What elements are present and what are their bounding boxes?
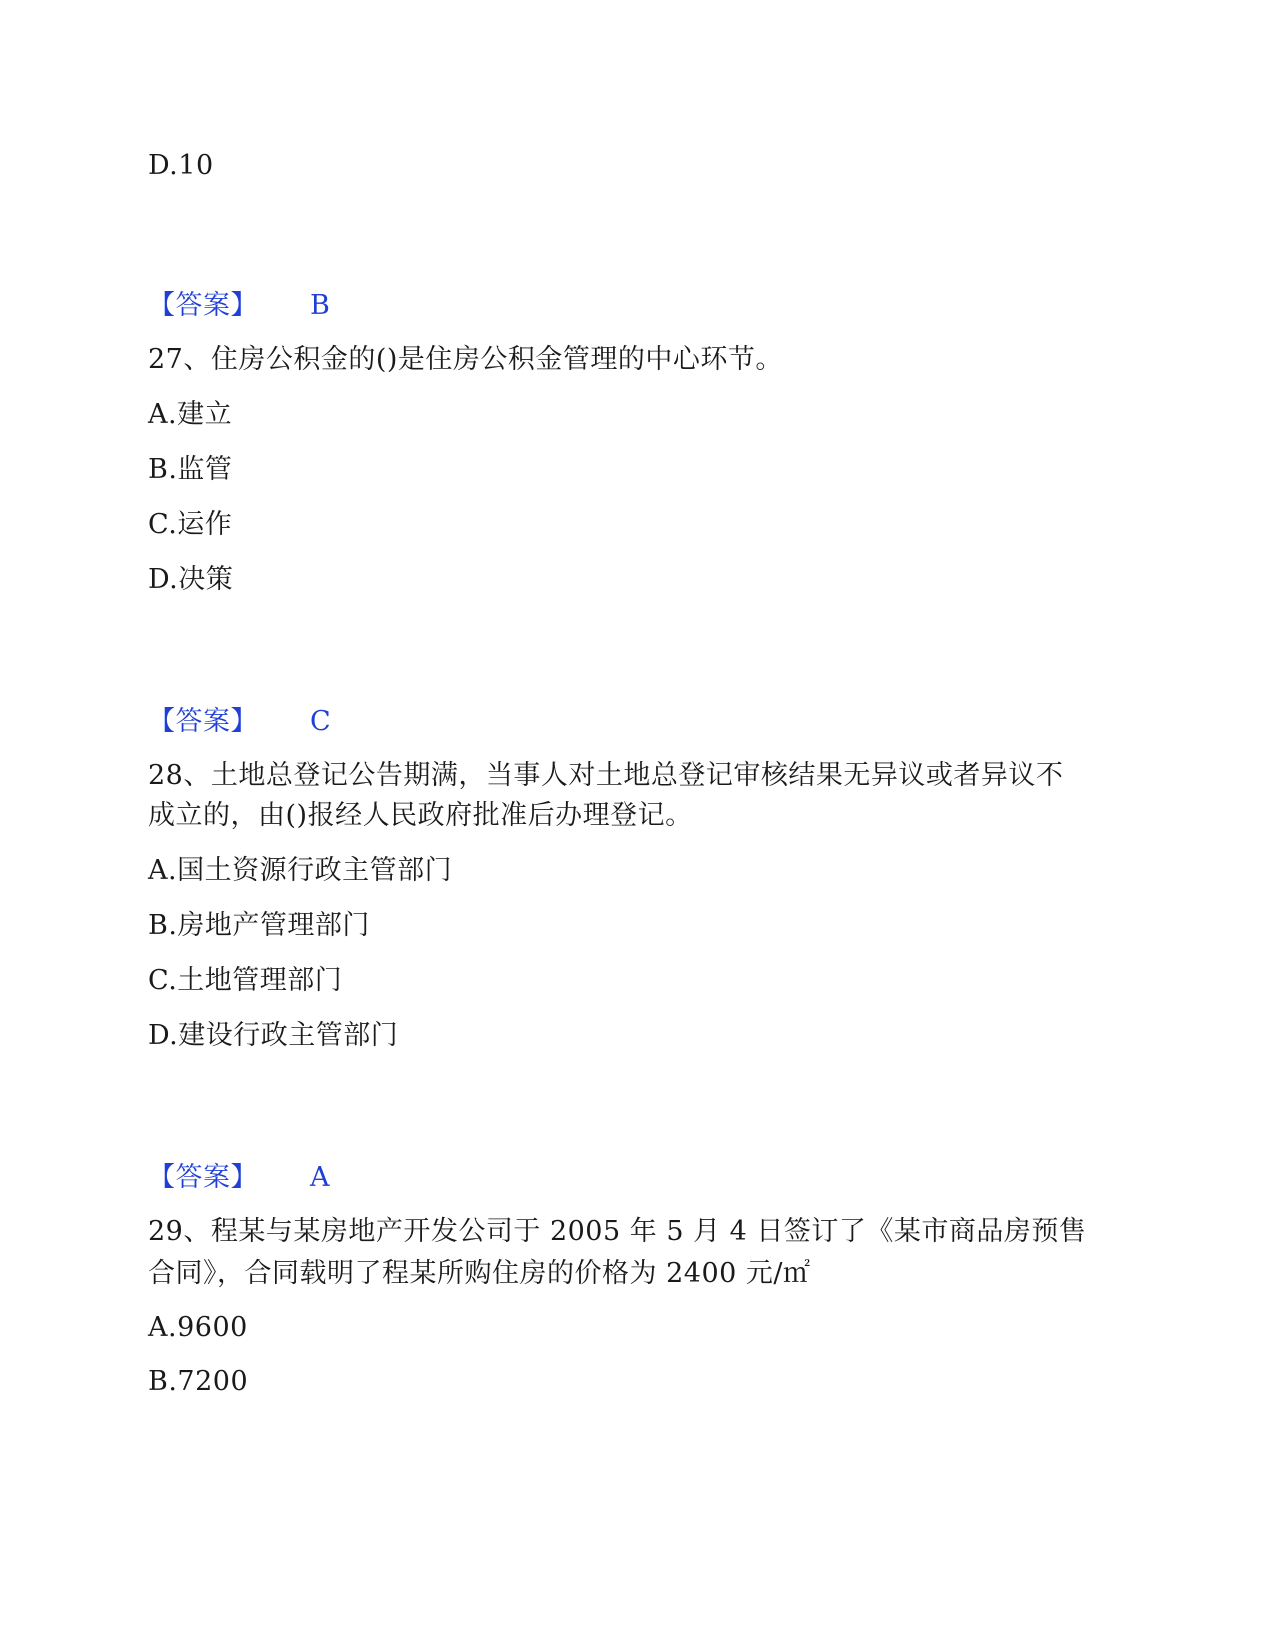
question-28-option-b: B.房地产管理部门: [148, 910, 370, 941]
answer-row-q26: [148, 288, 330, 324]
question-29-option-b: B.7200: [148, 1366, 249, 1397]
answer-label: 【答案】: [148, 706, 258, 737]
question-27-option-a: A.建立: [148, 399, 233, 430]
question-29-stem-line2: 合同》，合同载明了程某所购住房的价格为 2400 元/㎡: [148, 1258, 811, 1289]
question-27-option-d: D.决策: [148, 564, 234, 595]
question-28-stem-line2: 成立的，由()报经人民政府批准后办理登记。: [148, 800, 693, 831]
question-28-option-d: D.建设行政主管部门: [148, 1020, 399, 1051]
question-29-stem-line1: 29、程某与某房地产开发公司于 2005 年 5 月 4 日签订了《某市商品房预售: [148, 1216, 1087, 1247]
answer-row-q27: [148, 704, 331, 740]
answer-value: A: [310, 1162, 330, 1193]
answer-value: B: [310, 290, 331, 321]
answer-row-q28: [148, 1160, 330, 1196]
question-27-stem: 27、住房公积金的()是住房公积金管理的中心环节。: [148, 344, 783, 375]
option-d-prev: D.10: [148, 150, 214, 181]
question-28-option-c: C.土地管理部门: [148, 965, 343, 996]
question-28-option-a: A.国土资源行政主管部门: [148, 855, 453, 886]
answer-label: 【答案】: [148, 1162, 258, 1193]
question-28-stem-line1: 28、土地总登记公告期满，当事人对土地总登记审核结果无异议或者异议不: [148, 760, 1064, 791]
answer-label: 【答案】: [148, 290, 258, 321]
question-27-option-c: C.运作: [148, 509, 233, 540]
answer-value: C: [310, 706, 332, 737]
question-27-option-b: B.监管: [148, 454, 233, 485]
question-29-option-a: A.9600: [148, 1312, 248, 1343]
